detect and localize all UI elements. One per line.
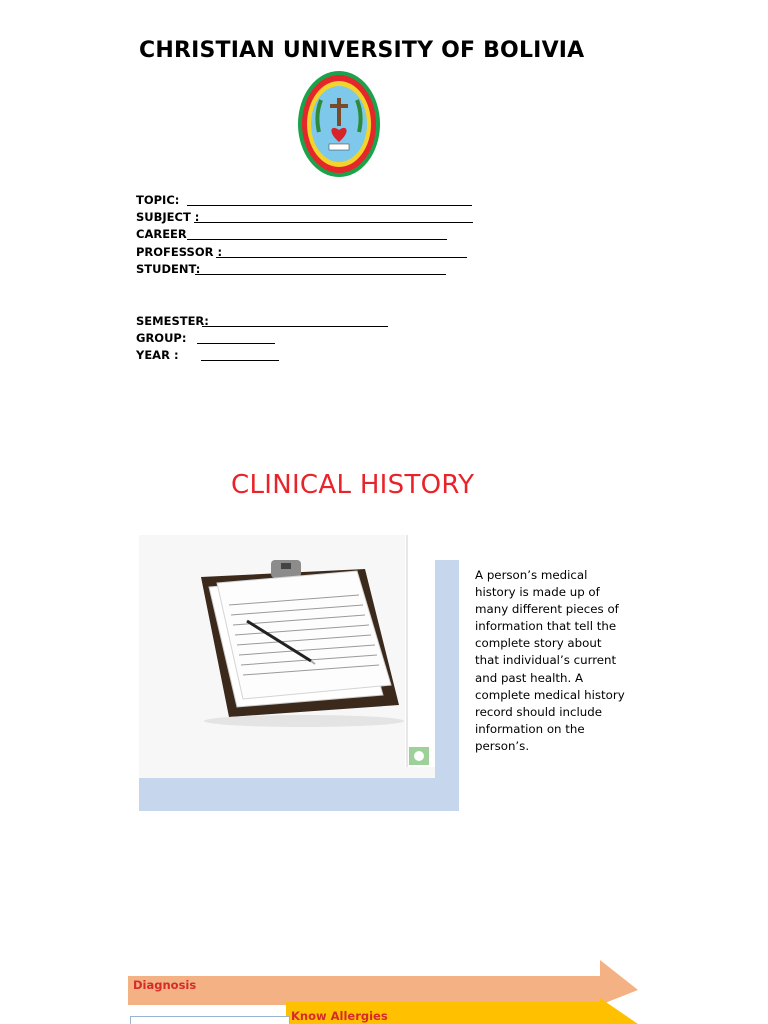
- professor-line: [216, 257, 467, 258]
- flow-box: [130, 1016, 290, 1024]
- section-title: CLINICAL HISTORY: [231, 470, 475, 500]
- semester-label: SEMESTER:: [136, 314, 209, 328]
- year-label: YEAR :: [136, 348, 179, 362]
- university-seal-icon: [297, 70, 381, 178]
- group-line: [197, 343, 275, 344]
- career-line: [187, 239, 447, 240]
- clipboard-photo: [139, 535, 435, 778]
- topic-line: [187, 205, 472, 206]
- description-text: A person’s medical history is made up of many different pieces of information that tell the complete story about that individual’s current and past health. A complete medical history record should include information on the person’s.: [475, 568, 625, 753]
- career-label: CAREER: [136, 227, 187, 241]
- university-title: CHRISTIAN UNIVERSITY OF BOLIVIA: [139, 38, 585, 63]
- year-line: [201, 360, 279, 361]
- allergies-label: Know Allergies: [291, 1009, 388, 1023]
- group-label: GROUP:: [136, 331, 187, 345]
- student-label: STUDENT:: [136, 262, 201, 276]
- student-line: [195, 274, 446, 275]
- topic-label: TOPIC:: [136, 193, 180, 207]
- semester-line: [202, 326, 388, 327]
- photo-frame: [139, 535, 459, 811]
- professor-label: PROFESSOR :: [136, 245, 223, 259]
- subject-line: [194, 222, 473, 223]
- diagnosis-label: Diagnosis: [133, 978, 197, 992]
- subject-label: SUBJECT :: [136, 210, 200, 224]
